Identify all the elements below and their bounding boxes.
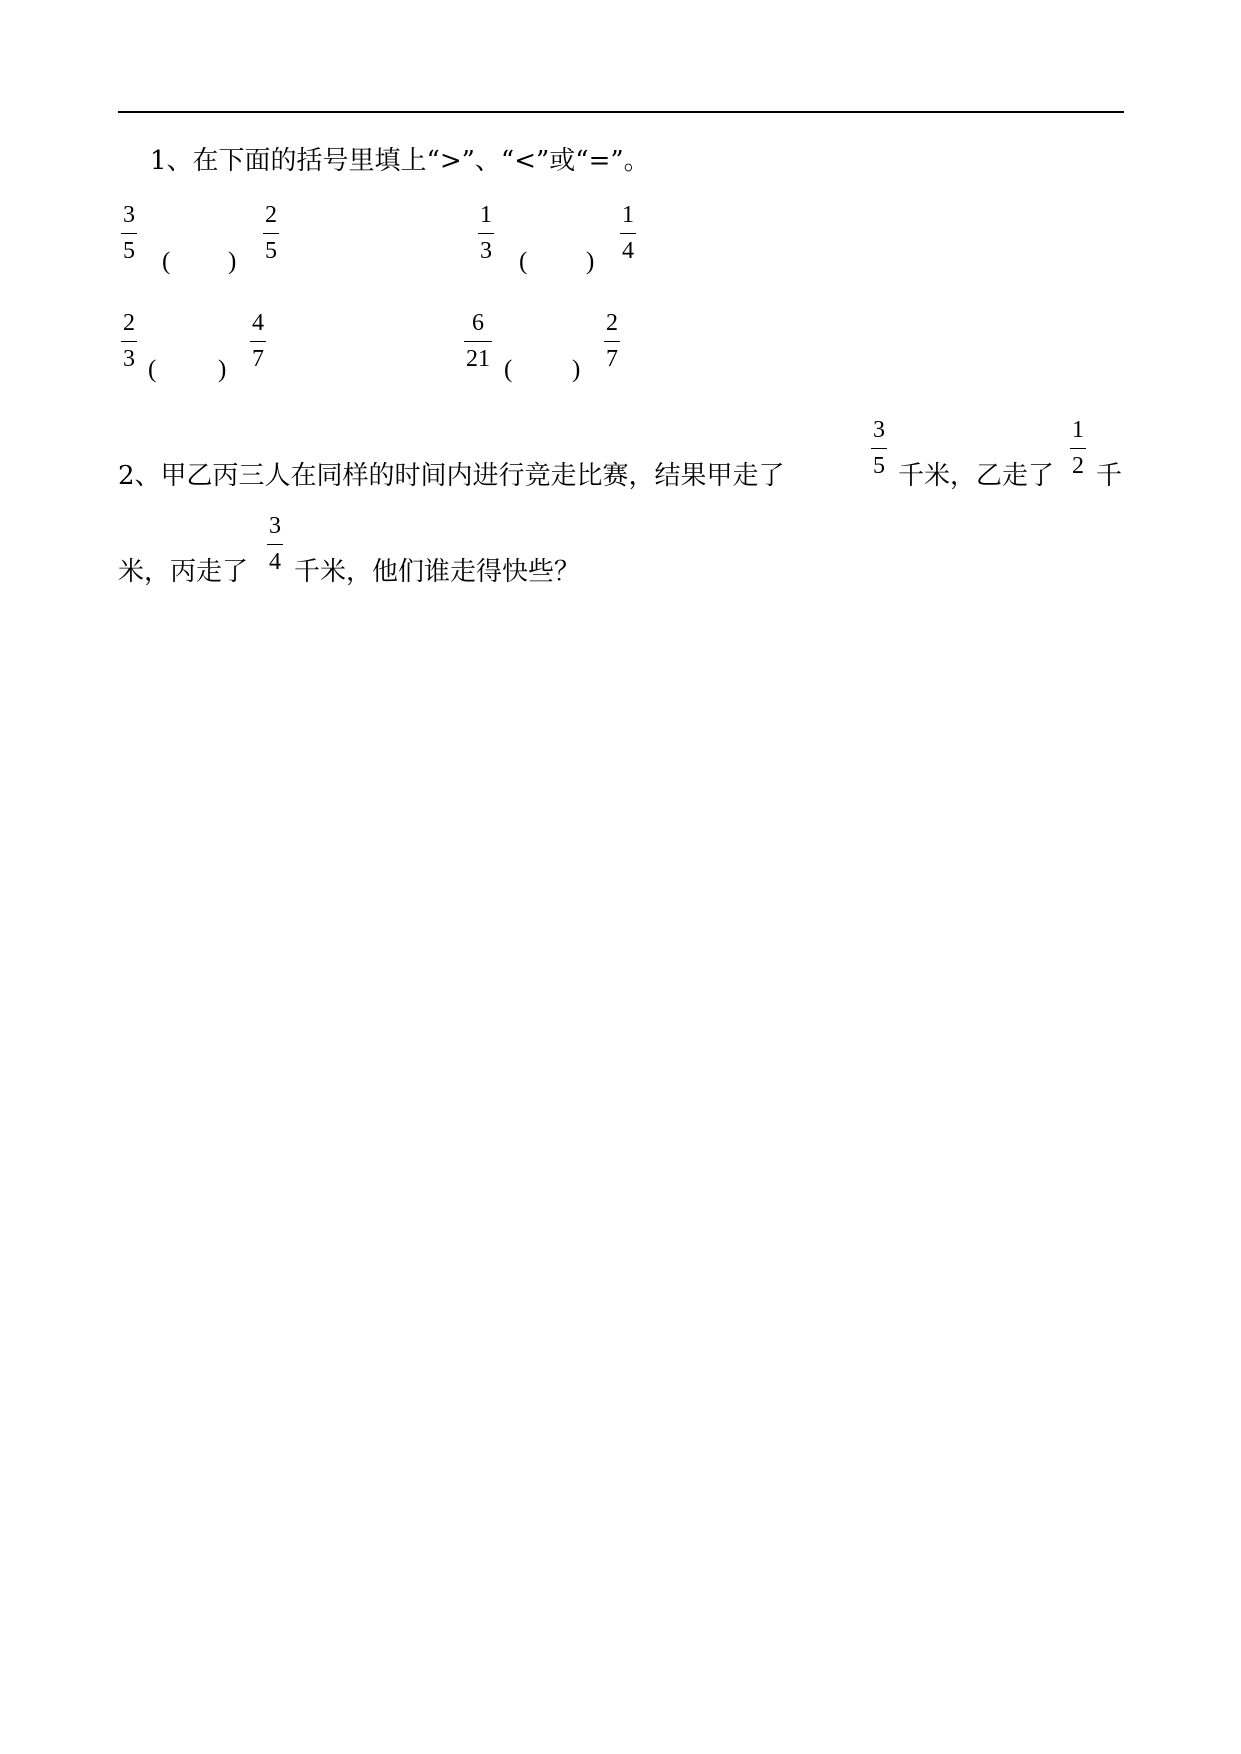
numerator: 2 (123, 310, 135, 336)
answer-paren-open: ( (504, 356, 513, 383)
numerator: 2 (606, 310, 618, 336)
denominator: 21 (466, 346, 490, 372)
fraction-bar (263, 233, 279, 234)
answer-paren-open: ( (162, 248, 171, 275)
numerator: 2 (265, 202, 277, 228)
denominator: 3 (480, 238, 492, 264)
fraction-1-4 (620, 203, 636, 263)
denominator: 5 (265, 238, 277, 264)
question-2-text-part-2: 千米，乙走了 (898, 461, 1055, 491)
fraction-3-5 (121, 203, 137, 263)
header-rule (118, 111, 1124, 113)
fraction-3-5-km (871, 418, 887, 478)
fraction-bar (871, 448, 887, 449)
answer-paren-close: ) (228, 248, 237, 275)
fraction-bar (121, 233, 137, 234)
denominator: 7 (606, 346, 618, 372)
numerator: 3 (269, 513, 281, 539)
answer-paren-close: ) (586, 248, 595, 275)
fraction-bar (1070, 448, 1086, 449)
fraction-1-2-km (1070, 418, 1086, 478)
numerator: 3 (123, 202, 135, 228)
denominator: 4 (269, 549, 281, 575)
numerator: 1 (480, 202, 492, 228)
denominator: 7 (252, 346, 264, 372)
denominator: 5 (123, 238, 135, 264)
numerator: 1 (622, 202, 634, 228)
denominator: 3 (123, 346, 135, 372)
fraction-bar (250, 341, 266, 342)
fraction-2-7 (604, 311, 620, 371)
numerator: 4 (252, 310, 264, 336)
answer-paren-open: ( (148, 356, 157, 383)
answer-paren-close: ) (218, 356, 227, 383)
question-2-text-part-4: 米，丙走了 (118, 557, 249, 587)
numerator: 6 (472, 310, 484, 336)
fraction-bar (478, 233, 494, 234)
denominator: 5 (873, 453, 885, 479)
numerator: 1 (1072, 417, 1084, 443)
numerator: 3 (873, 417, 885, 443)
fraction-bar (464, 341, 492, 342)
fraction-2-5 (263, 203, 279, 263)
fraction-bar (267, 544, 283, 545)
question-2-text-part-1: 2、甲乙丙三人在同样的时间内进行竞走比赛，结果甲走了 (118, 461, 785, 491)
question-1-title: 1、在下面的括号里填上“>”、“<”或“=”。 (150, 146, 650, 176)
answer-paren-open: ( (519, 248, 528, 275)
question-2-text-part-3: 千 (1096, 461, 1123, 491)
fraction-1-3 (478, 203, 494, 263)
fraction-bar (604, 341, 620, 342)
question-2-text-part-5: 千米，他们谁走得快些？ (294, 557, 581, 587)
fraction-3-4-km (267, 514, 283, 574)
fraction-bar (121, 341, 137, 342)
fraction-bar (620, 233, 636, 234)
fraction-2-3 (121, 311, 137, 371)
fraction-4-7 (250, 311, 266, 371)
answer-paren-close: ) (572, 356, 581, 383)
denominator: 4 (622, 238, 634, 264)
fraction-6-21 (464, 311, 492, 371)
denominator: 2 (1072, 453, 1084, 479)
